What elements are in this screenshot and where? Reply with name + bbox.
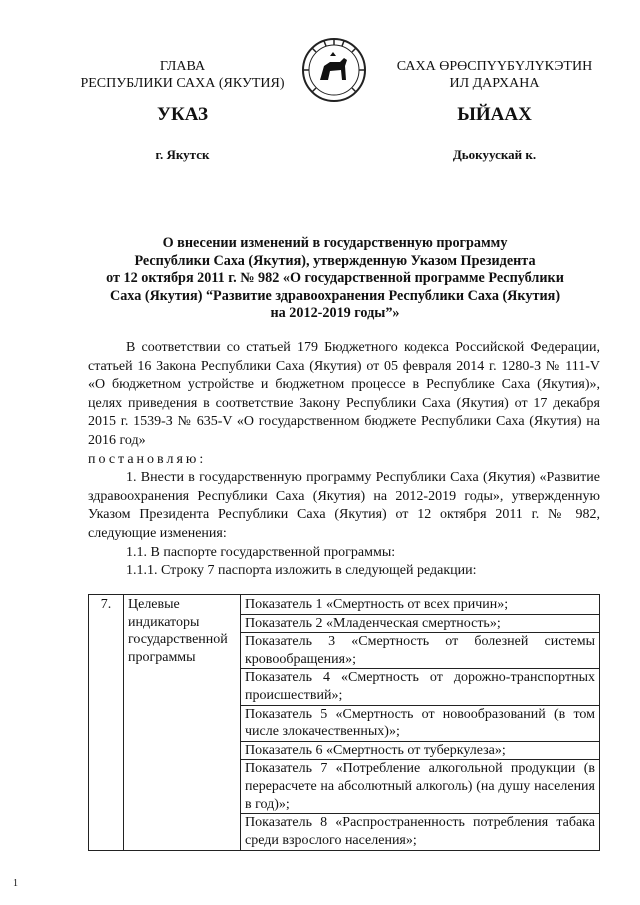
doc-type-sah: ЫЙААХ <box>457 104 532 125</box>
item-1-1-paragraph: 1.1. В паспорте государственной программы: <box>126 544 396 560</box>
header-left-block <box>70 58 295 92</box>
item-1-paragraph: 1. Внести в государственную программу Республики Саха (Якутия) «Развитие здравоохранения Республики Саха (Якутия) на 2012-2019 годы», утвержденную Указом Президента Республики Саха (Якутия) от 12 октября 2011 г. № 982, следующие изменения: <box>88 470 600 541</box>
city-ru: г. Якутск <box>155 147 210 162</box>
header-left-line1: ГЛАВА <box>159 59 206 74</box>
indicator-item: Показатель 6 «Смертность от туберкулеза»; <box>241 741 599 760</box>
coat-of-arms-emblem <box>300 36 368 104</box>
title-line: Республики Саха (Якутия), утвержденную Указом Президента <box>134 252 536 269</box>
title-line: Саха (Якутия) “Развитие здравоохранения Республики Саха (Якутия) <box>109 287 561 304</box>
emblem-icon <box>300 36 368 104</box>
row-number-cell: 7. <box>89 595 124 851</box>
footer-mark: 1 <box>13 878 18 889</box>
decree-body <box>88 339 600 581</box>
item-1-1-1-paragraph: 1.1.1. Строку 7 паспорта изложить в следующей редакции: <box>126 563 477 579</box>
header-left-line2: РЕСПУБЛИКИ САХА (ЯКУТИЯ) <box>80 76 285 91</box>
title-line: от 12 октября 2011 г. № 982 «О государственной программе Республики <box>106 270 564 286</box>
header-right-block <box>382 58 607 92</box>
header-right-line2: ИЛ ДАРХАНА <box>449 76 540 91</box>
indicator-item: Показатель 8 «Распространенность потребления табака среди взрослого населения»; <box>241 813 599 849</box>
indicator-item: Показатель 2 «Младенческая смертность»; <box>241 614 599 633</box>
title-line: О внесении изменений в государственную программу <box>162 235 508 251</box>
title-line: на 2012-2019 годы”» <box>270 305 400 321</box>
city-sah: Дьокуускай к. <box>452 147 537 162</box>
indicator-item: Показатель 5 «Смертность от новообразований (в том числе злокачественных)»; <box>241 705 599 741</box>
decree-word: постановляю: <box>88 451 207 467</box>
passport-table <box>88 594 600 851</box>
table-row <box>89 595 600 851</box>
indicator-item: Показатель 3 «Смертность от болезней системы кровообращения»; <box>241 632 599 668</box>
preamble-paragraph: В соответствии со статьей 179 Бюджетного кодекса Российской Федерации, статьей 16 Закона Республики Саха (Якутия) от 05 февраля 2014 г. 1280-З № 111-V «О бюджетном устройстве и бюджетном процессе в Республике Саха (Якутия)», целях приведения в соответствие Закону Республики Саха (Якутия) от 17 декабря 2015 г. 1539-З № 635-V «О государственном бюджете Республики Саха (Якутия) на 2016 год» <box>88 340 600 448</box>
header-right-line1: САХА ӨРӨСПҮҮБҮЛҮКЭТИН <box>396 59 593 74</box>
decree-title <box>70 235 600 323</box>
indicator-item: Показатель 1 «Смертность от всех причин»; <box>245 597 509 612</box>
indicator-item: Показатель 4 «Смертность от дорожно-транспортных происшествий»; <box>241 668 599 704</box>
indicators-cell <box>241 595 600 851</box>
row-name-cell: Целевые индикаторы государственной программы <box>124 595 241 851</box>
doc-type-ru: УКАЗ <box>157 104 208 125</box>
indicator-item: Показатель 7 «Потребление алкогольной продукции (в перерасчете на абсолютный алкоголь) (на душу населения в год)»; <box>241 759 599 813</box>
